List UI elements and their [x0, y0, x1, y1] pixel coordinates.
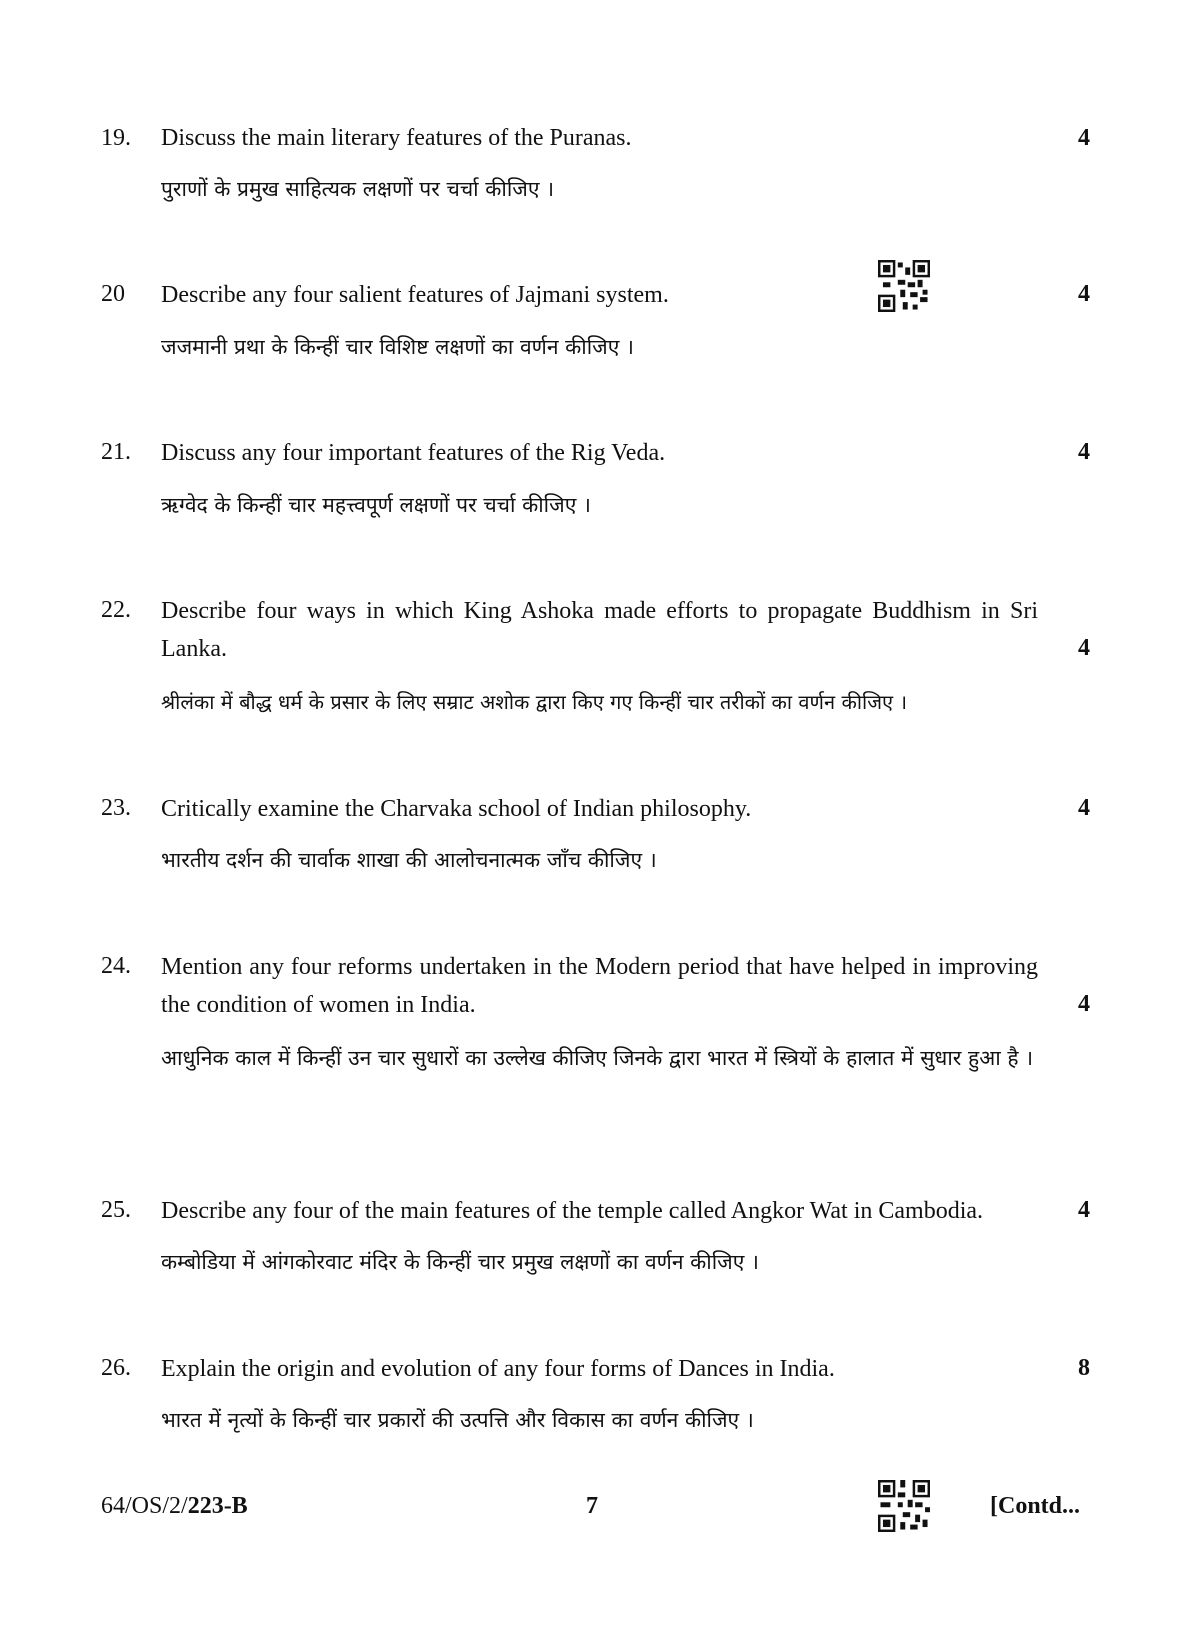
question-marks: 4	[1078, 281, 1090, 307]
question-text-hindi: कम्बोडिया में आंगकोरवाट मंदिर के किन्हीं चार प्रमुख लक्षणों का वर्णन कीजिए ।	[161, 1250, 759, 1274]
question-text-hindi: जजमानी प्रथा के किन्हीं चार विशिष्ट लक्षणों का वर्णन कीजिए ।	[161, 335, 634, 359]
question-text-english: Discuss the main literary features of the Puranas.	[161, 125, 632, 151]
question-number: 20	[101, 281, 125, 307]
question-number: 25.	[101, 1197, 131, 1223]
question-text-english: Describe any four salient features of Jajmani system.	[161, 282, 669, 308]
question-marks: 4	[1078, 1197, 1090, 1223]
question-text-english: Critically examine the Charvaka school of Indian philosophy.	[161, 796, 752, 822]
question-text-english: Mention any four reforms undertaken in the Modern period that have helped in improving the condition of women in India.	[161, 954, 1038, 1018]
question-marks: 4	[1078, 439, 1090, 465]
question-text-hindi: पुराणों के प्रमुख साहित्यक लक्षणों पर चर्चा कीजिए ।	[161, 177, 555, 201]
question-text-hindi: ऋग्वेद के किन्हीं चार महत्त्वपूर्ण लक्षणों पर चर्चा कीजिए ।	[161, 493, 591, 517]
question-text-english: Describe four ways in which King Ashoka made efforts to propagate Buddhism in Sri Lanka.	[161, 598, 1038, 662]
question-marks: 4	[1078, 125, 1090, 151]
question-number: 24.	[101, 953, 131, 979]
question-text-hindi: आधुनिक काल में किन्हीं उन चार सुधारों का उल्लेख कीजिए जिनके द्वारा भारत में स्त्रियों के हालात में सुधार हुआ है ।	[161, 1046, 1034, 1070]
paper-code-prefix: 64/OS/2/	[101, 1493, 188, 1519]
question-number: 22.	[101, 597, 131, 623]
question-marks: 4	[1078, 795, 1090, 821]
paper-code-suffix: 223-B	[187, 1493, 248, 1519]
question-text-english: Explain the origin and evolution of any four forms of Dances in India.	[161, 1356, 835, 1382]
question-text-hindi: श्रीलंका में बौद्ध धर्म के प्रसार के लिए सम्राट अशोक द्वारा किए गए किन्हीं चार तरीकों का वर्णन कीजिए ।	[161, 690, 908, 714]
question-number: 23.	[101, 795, 131, 821]
question-marks: 4	[1078, 991, 1090, 1017]
question-text-hindi: भारत में नृत्यों के किन्हीं चार प्रकारों की उत्पत्ति और विकास का वर्णन कीजिए ।	[161, 1408, 754, 1432]
paper-code	[101, 1488, 248, 1524]
question-text-hindi: भारतीय दर्शन की चार्वाक शाखा की आलोचनात्मक जाँच कीजिए ।	[161, 848, 657, 872]
question-number: 19.	[101, 125, 131, 151]
question-marks: 8	[1078, 1355, 1090, 1381]
question-number: 26.	[101, 1355, 131, 1381]
continued-label: [Contd...	[990, 1493, 1081, 1519]
page-number: 7	[586, 1493, 598, 1519]
question-text-english: Discuss any four important features of the Rig Veda.	[161, 440, 666, 466]
question-marks: 4	[1078, 635, 1090, 661]
question-text-english: Describe any four of the main features of the temple called Angkor Wat in Cambodia.	[161, 1198, 984, 1224]
question-number: 21.	[101, 439, 131, 465]
qr-code-icon	[878, 1480, 930, 1532]
